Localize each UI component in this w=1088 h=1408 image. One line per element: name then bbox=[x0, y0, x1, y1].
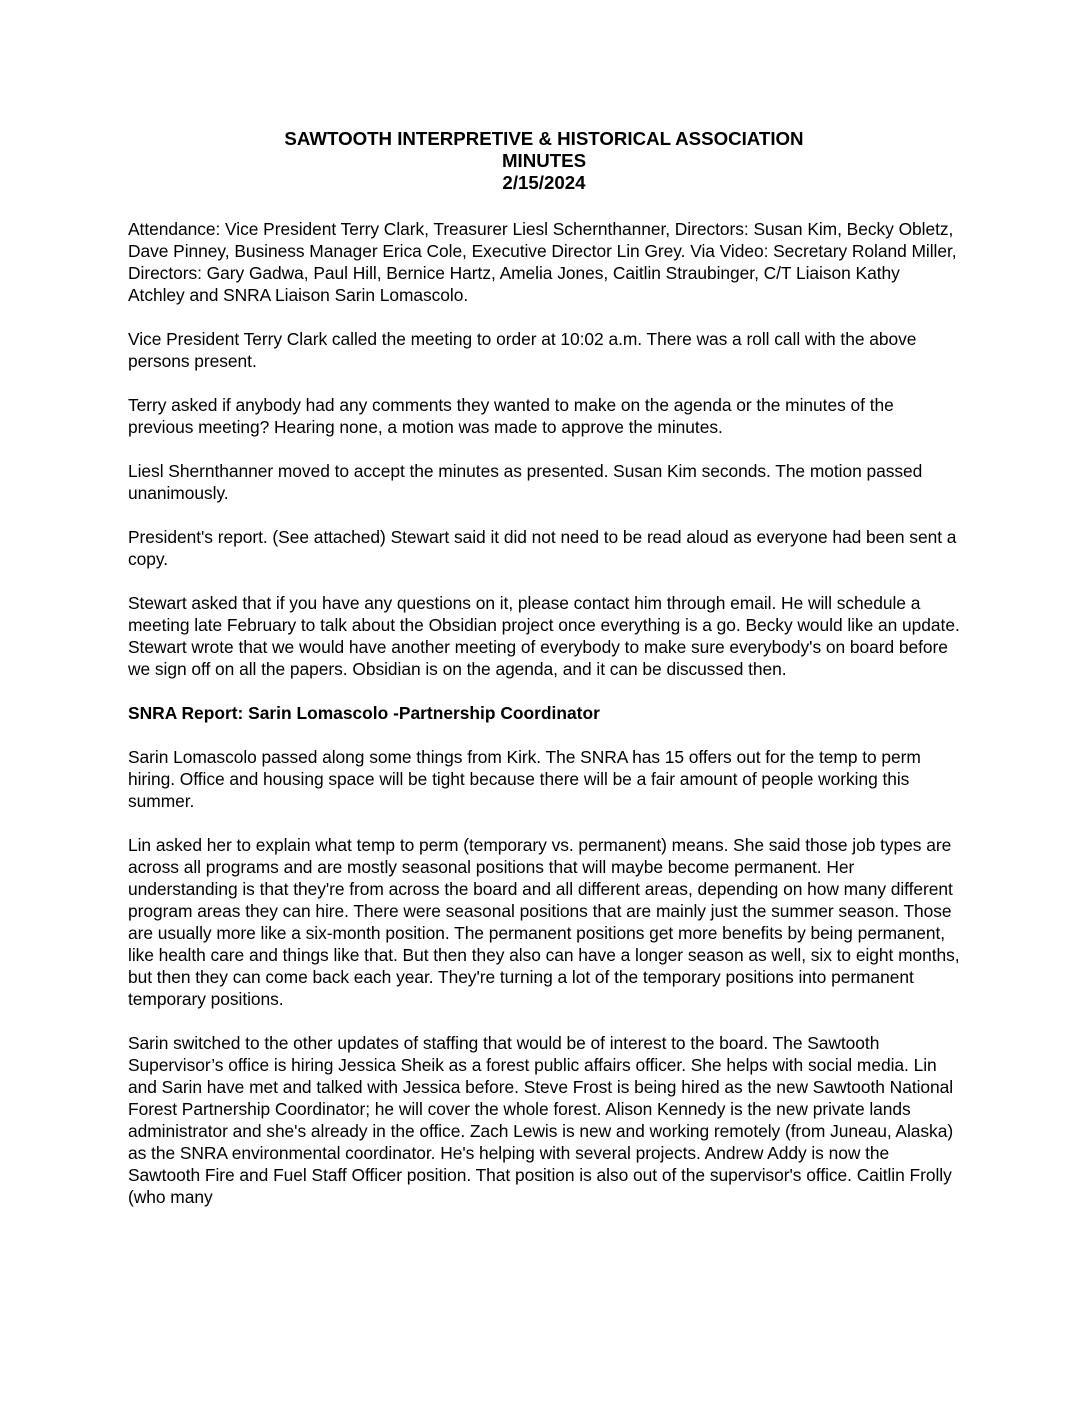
staffing-updates-paragraph: Sarin switched to the other updates of staffing that would be of interest to the board. The Sawtooth Supervisor’s office is hiring Jessica Sheik as a forest public affairs officer. She helps with social media. Lin and Sarin have met and talked with Jessica before. Steve Frost is being hired as the new Sawtooth National Forest Partnership Coordinator; he will cover the whole forest. Alison Kennedy is the new private lands administrator and she's already in the office. Zach Lewis is new and working remotely (from Juneau, Alaska) as the SNRA environmental coordinator. He's helping with several projects. Andrew Addy is now the Sawtooth Fire and Fuel Staff Officer position. That position is also out of the supervisor's office. Caitlin Frolly (who many bbox=[128, 1033, 954, 1207]
snra-hiring-paragraph: Sarin Lomascolo passed along some things from Kirk. The SNRA has 15 offers out for the temp to perm hiring. Office and housing space will be tight because there will be a fair amount of people working this summer. bbox=[128, 747, 921, 811]
agenda-comments-paragraph: Terry asked if anybody had any comments they wanted to make on the agenda or the minutes of the previous meeting? Hearing none, a motion was made to approve the minutes. bbox=[128, 395, 894, 437]
attendance-paragraph: Attendance: Vice President Terry Clark, Treasurer Liesl Schernthanner, Directors: Susan Kim, Becky Obletz, Dave Pinney, Business Manager Erica Cole, Executive Director Lin Grey. Via Video: Secretary Roland Miller, Directors: Gary Gadwa, Paul Hill, Bernice Hartz, Amelia Jones, Caitlin Straubinger, C/T Liaison Kathy Atchley and SNRA Liaison Sarin Lomascolo. bbox=[128, 219, 957, 305]
motion-paragraph: Liesl Shernthanner moved to accept the minutes as presented. Susan Kim seconds. The motion passed unanimously. bbox=[128, 461, 923, 503]
organization-name: SAWTOOTH INTERPRETIVE & HISTORICAL ASSOCIATION bbox=[284, 128, 804, 149]
document-type: MINUTES bbox=[501, 150, 587, 171]
presidents-report-paragraph: President's report. (See attached) Stewart said it did not need to be read aloud as everyone had been sent a copy. bbox=[128, 527, 957, 569]
call-to-order-paragraph: Vice President Terry Clark called the meeting to order at 10:02 a.m. There was a roll call with the above persons present. bbox=[128, 329, 917, 371]
obsidian-project-paragraph: Stewart asked that if you have any questions on it, please contact him through email. He will schedule a meeting late February to talk about the Obsidian project once everything is a go. Becky would like an update. Stewart wrote that we would have another meeting of everybody to make sure everybody's on board before we sign off on all the papers. Obsidian is on the agenda, and it can be discussed then. bbox=[128, 593, 960, 679]
document-title bbox=[128, 128, 960, 194]
meeting-date: 2/15/2024 bbox=[502, 172, 586, 193]
snra-report-heading: SNRA Report: Sarin Lomascolo -Partnership Coordinator bbox=[128, 703, 600, 723]
minutes-page bbox=[128, 128, 960, 1230]
temp-to-perm-paragraph: Lin asked her to explain what temp to perm (temporary vs. permanent) means. She said those job types are across all programs and are mostly seasonal positions that will maybe become permanent. Her understanding is that they're from across the board and all different areas, depending on how many different program areas they can hire. There were seasonal positions that are mainly just the summer season. Those are usually more like a six-month position. The permanent positions get more benefits by being permanent, like health care and things like that. But then they also can have a longer season as well, six to eight months, but then they can come back each year. They're turning a lot of the temporary positions into permanent temporary positions. bbox=[128, 835, 960, 1009]
